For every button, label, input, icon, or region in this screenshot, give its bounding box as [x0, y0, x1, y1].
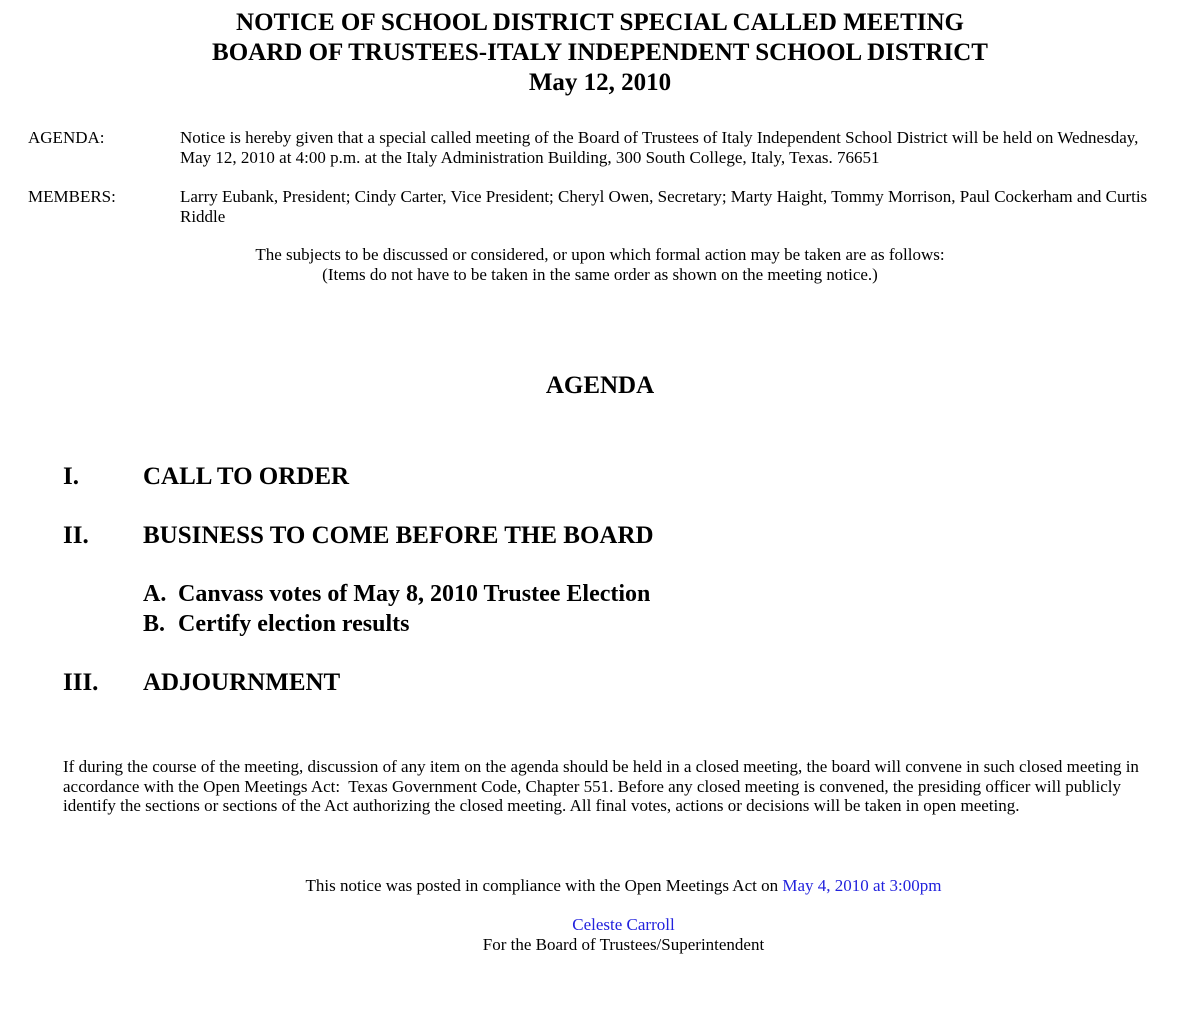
- posted-compliance-line: [47, 876, 1200, 896]
- agenda-heading: AGENDA: [545, 372, 655, 399]
- agenda-item-call-to-order: [0, 463, 1200, 490]
- posted-notice-text: This notice was posted in compliance with the Open Meetings Act on: [305, 875, 783, 895]
- item-numeral: III.: [63, 669, 99, 696]
- closing-line-1: If during the course of the meeting, discussion of any item on the agenda should be held in a closed meeting, the board will convene in such closed meeting in: [63, 757, 1139, 776]
- members-text: [180, 187, 1147, 226]
- members-line-1: Larry Eubank, President; Cindy Carter, Vice President; Cheryl Owen, Secretary; Marty Haight, Tommy Morrison, Paul Cockerham and Curtis: [180, 187, 1148, 206]
- agenda-notice-line-2: May 12, 2010 at 4:00 p.m. at the Italy Administration Building, 300 South College, Italy, Texas. 76651: [180, 147, 880, 167]
- subitem-letter: B.: [143, 611, 166, 637]
- subjects-note-line-2: (Items do not have to be taken in the same order as shown on the meeting notice.): [322, 264, 878, 284]
- agenda-notice-text: [180, 128, 1138, 167]
- members-line-2: Riddle: [180, 206, 226, 226]
- members-row: [0, 187, 1200, 226]
- document-title-line-1: NOTICE OF SCHOOL DISTRICT SPECIAL CALLED MEETING: [236, 9, 964, 36]
- document-title-line-2: BOARD OF TRUSTEES-ITALY INDEPENDENT SCHOOL DISTRICT: [212, 39, 988, 66]
- agenda-item-business: [0, 522, 1200, 549]
- subitem-text: Canvass votes of May 8, 2010 Trustee Election: [178, 581, 651, 607]
- item-title: CALL TO ORDER: [143, 463, 350, 490]
- posted-datetime-link[interactable]: May 4, 2010 at 3:00pm: [782, 875, 942, 895]
- subitem-letter: A.: [143, 581, 167, 607]
- posting-footer: [0, 876, 1200, 955]
- closed-meeting-paragraph: [0, 757, 1200, 816]
- agenda-notice-line-1: Notice is hereby given that a special called meeting of the Board of Trustees of Italy Independent School District will be held on Wednesday,: [180, 128, 1139, 147]
- signature-name-link[interactable]: Celeste Carroll: [572, 914, 675, 934]
- document-title-line-3: May 12, 2010: [528, 69, 672, 96]
- subjects-note: [0, 245, 1200, 284]
- closing-line-3: identify the sections or sections of the Act authorizing the closed meeting. All final votes, actions or decisions will be taken in open meeting.: [63, 796, 1020, 815]
- subitem-text: Certify election results: [178, 611, 410, 637]
- subjects-note-line-1: The subjects to be discussed or considered, or upon which formal action may be taken are as follows:: [255, 245, 945, 264]
- document-header: [0, 0, 1200, 98]
- item-numeral: I.: [63, 463, 79, 490]
- item-title: BUSINESS TO COME BEFORE THE BOARD: [143, 522, 654, 549]
- agenda-subitem-certify-results: [0, 609, 1200, 639]
- agenda-notice-row: [0, 128, 1200, 167]
- closing-line-2: accordance with the Open Meetings Act: Texas Government Code, Chapter 551. Before any closed meeting is convened, the presiding officer will publicly: [63, 776, 1122, 796]
- agenda-sub-items: [0, 579, 1200, 639]
- agenda-item-adjournment: [0, 669, 1200, 696]
- agenda-label: AGENDA:: [28, 128, 105, 147]
- item-numeral: II.: [63, 522, 89, 549]
- members-label: MEMBERS:: [28, 187, 116, 206]
- signature-title: For the Board of Trustees/Superintendent: [482, 934, 765, 954]
- item-title: ADJOURNMENT: [143, 669, 341, 696]
- agenda-subitem-canvass-votes: [0, 579, 1200, 609]
